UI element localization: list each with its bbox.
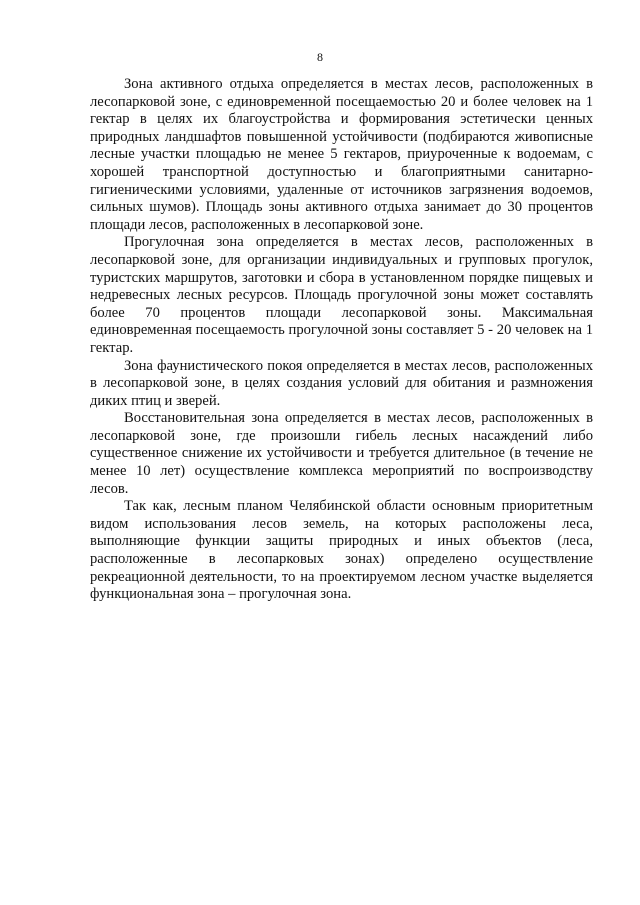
paragraph-active-recreation-zone: Зона активного отдыха определяется в местах лесов, расположенных в лесопарковой зоне, с единовременной посещаемостью 20 и более человек на 1 гектар в целях их благоустройства и формирования эстетически ценных природных ландшафтов повышенной устойчивости (подбираются живописные лесные участки площадью не менее 5 гектаров, приуроченные к водоемам, с хорошей транспортной доступностью и благоприятными санитарно-гигиеническими условиями, удаленные от источников загрязнения водоемов, сильных шумов). Площадь зоны активного отдыха занимает до 30 процентов площади лесов, расположенных в лесопарковой зоне.	[90, 76, 593, 233]
paragraph-walking-zone: Прогулочная зона определяется в местах лесов, расположенных в лесопарковой зоне, для организации индивидуальных и групповых прогулок, туристских маршрутов, заготовки и сбора в установленном порядке пищевых и недревесных лесных ресурсов. Площадь прогулочной зоны может составлять более 70 процентов площади лесопарковой зоны. Максимальная единовременная посещаемость прогулочной зоны составляет 5 - 20 человек на 1 гектар.	[90, 234, 593, 356]
page-number: 8	[317, 50, 323, 64]
paragraph-conclusion: Так как, лесным планом Челябинской области основным приоритетным видом использования лесов земель, на которых расположены леса, выполняющие функции защиты природных и иных объектов (леса, расположенные в лесопарковых зонах) определено осуществление рекреационной деятельности, то на проектируемом лесном участке выделяется функциональная зона – прогулочная зона.	[90, 498, 593, 603]
paragraph-fauna-rest-zone: Зона фаунистического покоя определяется в местах лесов, расположенных в лесопарковой зоне, в целях создания условий для обитания и размножения диких птиц и зверей.	[90, 357, 593, 409]
document-body	[90, 76, 593, 604]
paragraph-restoration-zone: Восстановительная зона определяется в местах лесов, расположенных в лесопарковой зоне, где произошли гибель лесных насаждений либо существенное снижение их устойчивости и требуется длительное (в течение не менее 10 лет) осуществление комплекса мероприятий по воспроизводству лесов.	[90, 410, 593, 497]
